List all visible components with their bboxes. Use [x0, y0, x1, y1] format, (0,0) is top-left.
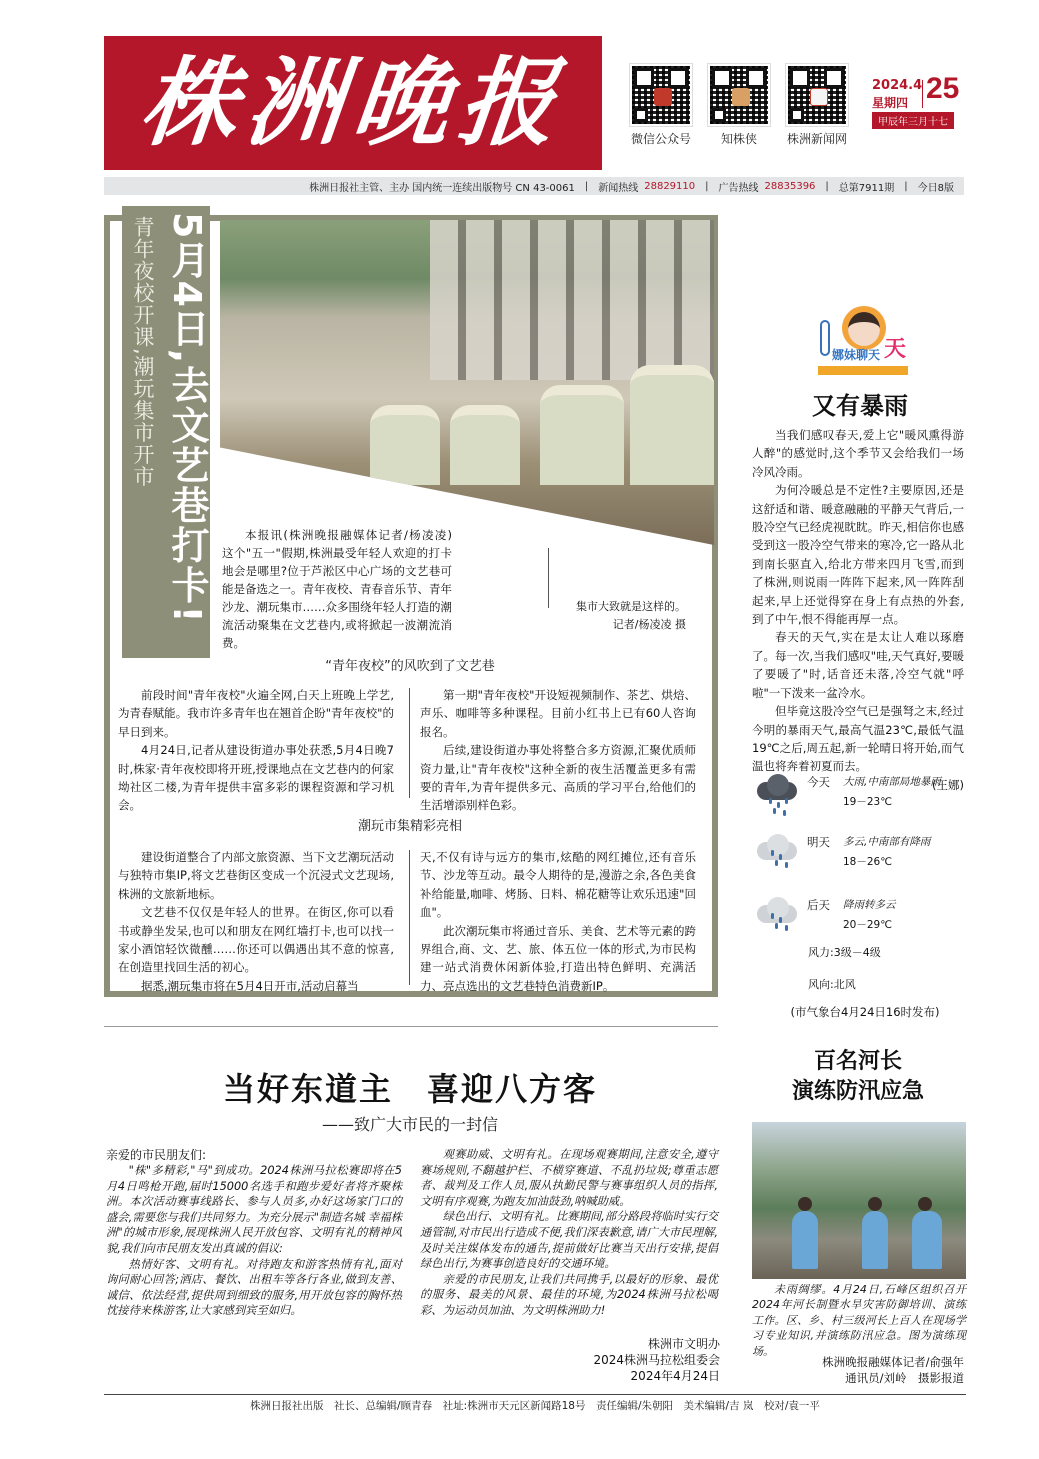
- paragraph: 4月24日,记者从建设街道办事处获悉,5月4日晚7时,株家·青年夜校即将开班,授课地点在文艺巷内的何家坳社区二楼,为青年提供丰富多彩的课程资源和学习机会。: [118, 743, 394, 813]
- heavy-rain-icon: [757, 772, 801, 808]
- qr-label: 微信公众号: [630, 132, 691, 146]
- building-image: [430, 220, 714, 380]
- river-caption: [752, 1282, 966, 1359]
- date-weekday: 星期四: [872, 96, 909, 110]
- paragraph: 后续,建设街道办事处将整合多方资源,汇聚优质师资力量,让"青年夜校"这种全新的夜生活覆盖更多有需要的青年,为青年提供多元、高质的学习平台,给他们的生活增添别样色彩。: [420, 743, 696, 813]
- weather-headline: 又有暴雨: [812, 391, 908, 420]
- thermometer-icon: [820, 320, 830, 356]
- date-day: 25: [926, 72, 960, 105]
- tent-image: [540, 385, 624, 485]
- columnist-avatar: [848, 312, 880, 346]
- letter-subtitle: ——致广大市民的一封信: [321, 1115, 498, 1134]
- tent-image: [370, 405, 440, 485]
- photo-credit: 记者/杨凌凌 摄: [612, 618, 686, 631]
- letter-signatures: [520, 1336, 720, 1384]
- divider: |: [825, 180, 829, 192]
- letter-greeting: 亲爱的市民朋友们:: [106, 1148, 207, 1162]
- paragraph: 热情好客、文明有礼。对待跑友和游客热情有礼,面对询问耐心回答;酒店、餐饮、出租车等各行各业,做到友善、诚信、依法经营,提供周到细致的服务,用开放包容的胸怀热忱接待来株游客,让大家感到宾至如归。: [106, 1257, 402, 1318]
- news-hotline: 28829110: [644, 180, 696, 192]
- forecast-issued: (市气象台4月24日16时发布): [790, 1005, 940, 1019]
- paragraph: 此次潮玩集市将通过音乐、美食、艺术等元素的跨界组合,商、文、艺、旅、体五位一体的形式,为市民构建一站式消费休闲新体验,打造出特色鲜明、充满活力、亮点选出的文艺巷特色消费新IP。: [420, 923, 696, 993]
- divider: |: [904, 180, 908, 192]
- paragraph: 绿色出行、文明有礼。比赛期间,部分路段将临时实行交通管制,对市民出行造成不便,我们深表歉意,请广大市民理解,及时关注媒体发布的通告,提前做好比赛当天出行安排,提倡绿色出行,为赛事创造良好的交通环境。: [420, 1210, 718, 1271]
- qr-code-icon: [630, 64, 692, 126]
- weather-column-logo: [812, 306, 908, 378]
- paragraph: 前段时间"青年夜校"火遍全网,白天上班晚上学艺,为青春赋能。我市许多青年也在翘首企盼"青年夜校"的早日到来。: [118, 688, 394, 739]
- paragraph: 春天的天气,实在是太让人难以琢磨了。每一次,当我们感叹"哇,天气真好,要暖了要暖了"时,话音还未落,冷空气就"呼啦"一下泼来一盆冷水。: [752, 630, 964, 700]
- credit-line: 通讯员/刘岭 摄影报道: [845, 1371, 964, 1385]
- forecast-tomorrow: [755, 832, 965, 878]
- logo-bar: [818, 366, 908, 375]
- night-school-right-column: [420, 686, 696, 815]
- tent-image: [630, 365, 714, 485]
- info-bar: [104, 177, 964, 195]
- qr-wechat[interactable]: [626, 64, 696, 147]
- wind-direction: 风向:北风: [808, 978, 856, 991]
- signature-org: 2024株洲马拉松组委会: [593, 1353, 720, 1367]
- qr-code-icon: [786, 64, 848, 126]
- column-brand: 娜妹聊天: [832, 348, 881, 362]
- forecast-desc: 大雨,中南部局地暴雨: [843, 776, 941, 788]
- masthead: [104, 36, 602, 170]
- paragraph: 文艺巷不仅仅是年轻人的世界。在街区,你可以看书或静坐发呆,也可以和朋友在网红墙打卡,也可以找一家小酒馆轻饮微醺……你还可以偶遇出其不意的惊喜,在创造里找回生活的初心。: [118, 905, 394, 975]
- person-figure: [792, 1211, 818, 1269]
- weather-author: (王娜): [932, 777, 964, 792]
- forecast-day: 今天: [807, 775, 830, 789]
- newspaper-title: 株洲晚报: [135, 46, 571, 159]
- column-divider: [409, 688, 410, 798]
- section-rule: [104, 1026, 718, 1027]
- night-school-left-column: [118, 686, 394, 815]
- forecast-day: 明天: [807, 835, 830, 849]
- forecast-desc: 降雨转多云: [843, 899, 896, 911]
- paragraph: 建设街道整合了内部文旅资源、当下文艺潮玩活动与独特市集IP,将文艺巷街区变成一个沉浸式文艺现场,株洲的文旅新地标。: [118, 850, 394, 901]
- qr-news-site[interactable]: [782, 64, 852, 147]
- paragraph: 第一期"青年夜校"开设短视频制作、茶艺、烘焙、声乐、咖啡等多种课程。目前小红书上已有60人咨询报名。: [420, 688, 696, 739]
- paragraph: 观赛助威、文明有礼。在现场观赛期间,注意安全,遵守赛场规则,不翻越护栏、不横穿赛道、不乱扔垃圾;尊重志愿者、裁判及工作人员,服从执勤民警与赛事组织人员的指挥,文明有序观赛,为跑友加油鼓劲,呐喊助威。: [420, 1148, 718, 1208]
- section-heading-market: 潮玩市集精彩亮相: [357, 819, 462, 834]
- forecast-temp: 19－23℃: [843, 796, 893, 808]
- person-figure: [862, 1211, 888, 1269]
- lede-text: 本报讯(株洲晚报融媒体记者/杨凌凌) 这个"五一"假期,株洲最受年轻人欢迎的打卡地会是哪里?位于芦淞区中心广场的文艺巷可能是备选之一。青年夜校、青春音乐节、青年沙龙、潮玩集市……众多围绕年轻人打造的潮流活动聚集在文艺巷内,或将掀起一波潮流消费。: [222, 528, 464, 650]
- lunar-date: 甲辰年三月十七: [872, 112, 954, 129]
- forecast-temp: 20－29℃: [843, 919, 893, 931]
- river-headline-line: 百名河长: [813, 1048, 902, 1074]
- river-headline-line: 演练防汛应急: [791, 1078, 924, 1104]
- letter-headline: 当好东道主 喜迎八方客: [222, 1070, 597, 1108]
- paragraph: 当我们感叹春天,爱上它"暖风熏得游人醉"的感觉时,这个季节又会给我们一场冷风冷雨。: [752, 428, 964, 479]
- letter-right-column: [420, 1147, 718, 1319]
- paragraph: 天,不仅有诗与远方的集市,炫酷的网红摊位,还有音乐节、沙龙等互动。最令人期待的是,漫游之余,各色美食补给能量,咖啡、烤肠、日料、棉花糖等让欢乐迅速"回血"。: [420, 850, 696, 920]
- footer-rule: [104, 1394, 966, 1395]
- column-brand-char: 天: [884, 337, 907, 362]
- person-figure: [912, 1211, 942, 1269]
- forecast-today: [755, 772, 965, 818]
- section-heading-night-school: “青年夜校”的风吹到了文艺巷: [325, 659, 495, 674]
- ad-hotline: 28835396: [764, 180, 816, 192]
- weather-article: [752, 426, 964, 794]
- forecast-desc: 多云,中南部有降雨: [843, 836, 931, 848]
- feature-subtitle: 青年夜校开课,潮玩集市开市: [131, 216, 155, 488]
- page-count: 今日8版: [917, 182, 954, 194]
- divider: |: [584, 180, 589, 192]
- paragraph: 但毕竟这股冷空气已是强弩之末,经过今明的暴雨天气,最高气温23℃,最低气温19℃之后,周五起,新一轮晴日将开始,而气温也将奔着初夏而去。: [752, 704, 964, 774]
- paragraph: 据悉,潮玩集市将在5月4日开市,活动启幕当: [141, 978, 359, 993]
- feature-ribbon: [122, 206, 210, 658]
- caption-divider: [548, 548, 549, 608]
- market-right-column: [420, 848, 696, 995]
- forecast-day: 后天: [807, 898, 830, 912]
- wind-force: 风力:3级－4级: [808, 946, 881, 959]
- qr-code-icon: [708, 64, 770, 126]
- publisher-info: 株洲日报社主管、主办 国内统一连续出版物号 CN 43-0061: [309, 182, 575, 194]
- river-caption-text: 未雨绸缪。4月24日,石峰区组织召开2024年河长制暨水旱灾害防御培训、演练工作。区、乡、村三级河长上百人在现场学习专业知识,并演练防汛应急。图为演练现场。: [752, 1283, 966, 1358]
- footer-imprint: 株洲日报社出版 社长、总编辑/顾青春 社址:株洲市天元区新闻路18号 责任编辑/朱朝阳 美术编辑/吉 岚 校对/袁一平: [250, 1400, 820, 1412]
- divider: |: [705, 180, 709, 192]
- market-left-column: [118, 848, 394, 995]
- rain-cloud-icon: [757, 895, 801, 931]
- ad-hotline-label: 广告热线: [718, 182, 759, 194]
- qr-zhizhuxia[interactable]: [704, 64, 774, 147]
- letter-left-column: [106, 1163, 402, 1319]
- news-hotline-label: 新闻热线: [598, 182, 639, 194]
- forecast-temp: 18－26℃: [843, 856, 893, 868]
- rain-cloud-icon: [757, 832, 801, 868]
- issue-number: 总第7911期: [838, 182, 895, 194]
- qr-label: 株洲新闻网: [786, 132, 847, 146]
- paragraph: 亲爱的市民朋友,让我们共同携手,以最好的形象、最优的服务、最美的风景、最佳的环境,为2024株洲马拉松喝彩、为运动员加油、为文明株洲助力!: [420, 1272, 718, 1317]
- feature-headline: 5月4日,去文艺巷打卡!: [165, 212, 209, 625]
- feature-lede: [222, 526, 592, 652]
- date-year-month: 2024.4: [872, 78, 923, 93]
- photo-caption: [568, 598, 686, 634]
- paragraph: "株"多精彩,"马"到成功。2024株洲马拉松赛即将在5月4日鸣枪开跑,届时15000名选手和跑步爱好者将齐聚株洲。本次活动赛事线路长、参与人员多,办好这场家门口的盛会,需要您与我们共同努力。为充分展示"制造名城 幸福株洲"的城市形象,展现株洲人民开放包容、文明有礼的精神风貌,我们向市民朋友发出真诚的倡议:: [106, 1164, 402, 1255]
- column-divider: [409, 850, 410, 985]
- qr-label: 知株侠: [720, 132, 757, 146]
- tent-image: [450, 405, 520, 485]
- paragraph: 为何冷暖总是不定性?主要原因,还是这舒适和谐、暖意融融的平静天气背后,一股冷空气已经虎视眈眈。昨天,相信你也感受到这一股冷空气带来的寒冷,它一路从北到南长驱直入,给北方带来四月飞雪,而到了株洲,则说雨一阵阵下起来,风一阵阵刮起来,早上还觉得穿在身上有点热的外套,到了中午,恨不得能再厚一点。: [752, 483, 964, 627]
- credit-line: 株洲晚报融媒体记者/俞强年: [822, 1355, 964, 1369]
- date-divider: [922, 80, 923, 108]
- photo-caption-text: 集市大致就是这样的。: [576, 600, 686, 613]
- river-drill-photo: [752, 1122, 966, 1279]
- signature-org: 株洲市文明办: [647, 1337, 720, 1351]
- river-credit: [752, 1354, 964, 1386]
- forecast-day-after: [755, 895, 965, 941]
- signature-date: 2024年4月24日: [630, 1369, 720, 1383]
- river-headline: [748, 1046, 968, 1106]
